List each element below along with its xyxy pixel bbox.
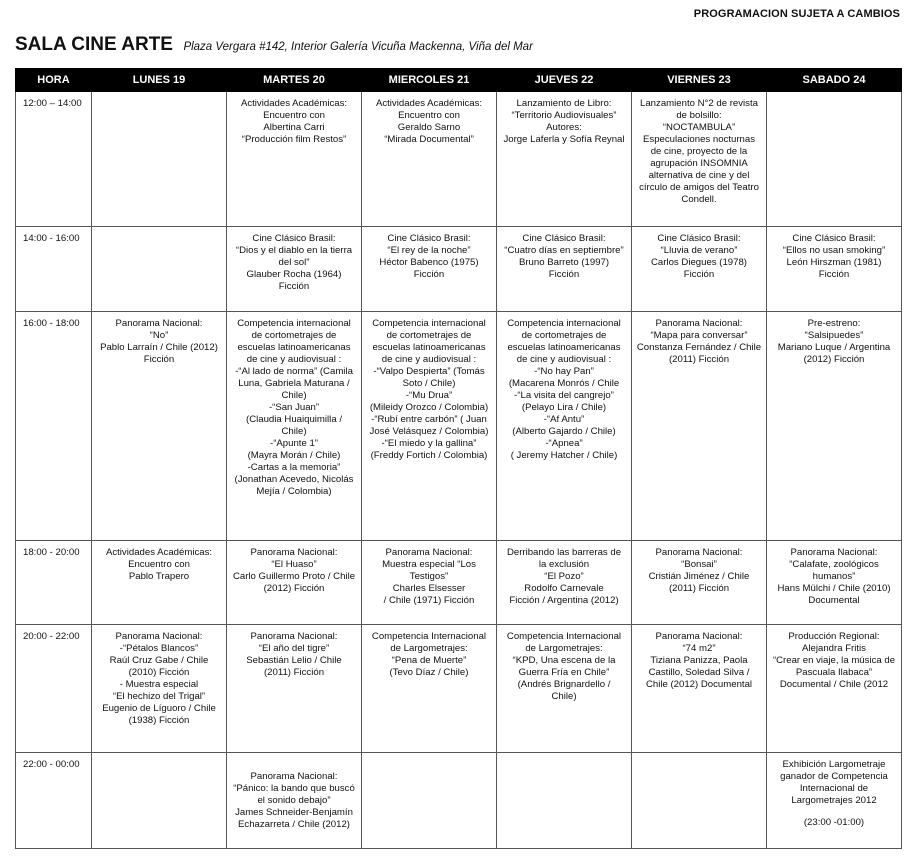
event-line: Cine Clásico Brasil:: [657, 233, 741, 244]
event-line: Panorama Nacional:: [250, 771, 338, 782]
event-line: Panorama Nacional:: [655, 631, 743, 642]
event-cell: [92, 625, 227, 753]
time-slot-row: [16, 92, 902, 227]
event-line: Alejandra Fritis: [802, 643, 866, 654]
event-line: -“Valpo Despierta” (Tomás: [373, 366, 485, 377]
event-line: (2012) Ficción: [263, 583, 325, 594]
event-line: “Lluvia de verano”: [660, 245, 738, 256]
event-line: “Cuatro días en septiembre”: [504, 245, 624, 256]
event-cell: [632, 312, 767, 541]
event-line: de cortometrajes de: [251, 330, 337, 341]
event-line: Ficción: [683, 269, 715, 280]
column-header-day: VIERNES 23: [632, 69, 767, 92]
event-line: -“San Juan”: [268, 402, 320, 413]
event-line: “El Huaso”: [271, 559, 317, 570]
event-line: -“Af Antu”: [543, 414, 585, 425]
event-line: “El Pozo”: [544, 571, 584, 582]
event-line: León Hirszman (1981): [786, 257, 882, 268]
event-line: Panorama Nacional:: [655, 318, 743, 329]
schedule-table: [15, 68, 902, 849]
event-cell: [497, 92, 632, 227]
event-line: -“No hay Pan”: [534, 366, 594, 377]
event-line: Panorama Nacional:: [115, 631, 203, 642]
event-cell: [497, 227, 632, 312]
event-line: Testigos”: [409, 571, 449, 582]
column-header-day: MARTES 20: [227, 69, 362, 92]
event-cell: [362, 312, 497, 541]
header-row: [16, 69, 902, 92]
time-slot-label: 18:00 - 20:00: [16, 541, 92, 625]
time-slot-label: 14:00 - 16:00: [16, 227, 92, 312]
event-line: Ficción: [548, 269, 580, 280]
event-line: Echazarreta / Chile (2012): [238, 819, 350, 830]
event-line: ganador de Competencia: [780, 771, 888, 782]
column-header-day: SABADO 24: [767, 69, 902, 92]
event-cell: [632, 753, 767, 849]
event-line: humanos”: [812, 571, 856, 582]
event-line: “Territorio Audiovisuales”: [511, 110, 617, 121]
event-line: Hans Mülchi / Chile (2010): [777, 583, 891, 594]
event-line: Largometrajes 2012: [791, 795, 877, 806]
event-line: Héctor Babenco (1975): [379, 257, 479, 268]
event-line: (1938) Ficción: [128, 715, 190, 726]
column-header-hour: HORA: [16, 69, 92, 92]
event-line: Guerra Fría en Chile”: [518, 667, 610, 678]
event-line: Panorama Nacional:: [385, 547, 473, 558]
event-line: -“Apnea”: [545, 438, 583, 449]
event-line: -“Rubí entre carbón” ( Juan: [371, 414, 487, 425]
event-line: Muestra especial “Los: [382, 559, 476, 570]
event-line: “74 m2”: [682, 643, 716, 654]
time-slot-row: [16, 753, 902, 849]
event-cell: [362, 541, 497, 625]
event-line: del sol”: [278, 257, 310, 268]
event-line: Panorama Nacional:: [250, 631, 338, 642]
event-line: Encuentro con: [128, 559, 190, 570]
event-line: Bruno Barreto (1997): [518, 257, 610, 268]
event-line: Ficción: [818, 269, 850, 280]
event-line: -“Mu Drua”: [405, 390, 453, 401]
event-line: Rodolfo Carnevale: [524, 583, 604, 594]
venue-address: Plaza Vergara #142, Interior Galería Vicuña Mackenna, Viña del Mar: [183, 41, 533, 53]
event-line: Jorge Laferla y Sofía Reynal: [503, 134, 625, 145]
event-line: Cine Clásico Brasil:: [252, 233, 336, 244]
event-line: - Muestra especial: [119, 679, 199, 690]
event-cell: [632, 541, 767, 625]
event-line: Soto / Chile): [402, 378, 456, 389]
time-slot-label: 22:00 - 00:00: [16, 753, 92, 849]
event-line: Chile): [281, 390, 307, 401]
event-line: “Bonsai”: [681, 559, 717, 570]
event-line: “Producción film Restos”: [241, 134, 347, 145]
event-line: Lanzamiento de Libro:: [516, 98, 612, 109]
event-line: Ficción: [413, 269, 445, 280]
event-line: “Crear en viaje, la música de: [772, 655, 896, 666]
event-line: Mejía / Colombia): [256, 486, 332, 497]
event-line: de Largometrajes:: [525, 643, 603, 654]
event-cell: [92, 92, 227, 227]
event-line: “Calafate, zoológicos: [789, 559, 879, 570]
event-line: Competencia internacional: [507, 318, 621, 329]
event-line: “Salsipuedes”: [804, 330, 864, 341]
event-line: Pre-estreno:: [807, 318, 861, 329]
time-slot-row: [16, 227, 902, 312]
event-cell: [227, 92, 362, 227]
event-line: (Alberto Gajardo / Chile): [512, 426, 616, 437]
event-line: Sebastián Lelio / Chile: [246, 655, 342, 666]
event-line: Cine Clásico Brasil:: [387, 233, 471, 244]
event-line: (Mileidy Orozco / Colombia): [369, 402, 489, 413]
event-line: Chile (2012) Documental: [645, 679, 753, 690]
event-line: (2011) Ficción: [263, 667, 325, 678]
event-line: escuelas latinoamericanas: [372, 342, 486, 353]
event-line: (Macarena Monrós / Chile: [508, 378, 620, 389]
event-line: Glauber Rocha (1964): [246, 269, 342, 280]
event-line: de cine, proyecto de la: [650, 146, 748, 157]
event-cell: [227, 227, 362, 312]
event-line: Charles Elsesser: [392, 583, 466, 594]
event-line: -“Pétalos Blancos”: [119, 643, 199, 654]
event-cell: [92, 541, 227, 625]
event-line: Lanzamiento N°2 de revista: [640, 98, 758, 109]
event-line: escuelas latinoamericanas: [507, 342, 621, 353]
event-line: Cristián Jiménez / Chile: [648, 571, 750, 582]
event-line: (2010) Ficción: [128, 667, 190, 678]
event-line: Luna, Gabriela Maturana /: [238, 378, 350, 389]
event-line: Pascuala Ilabaca”: [795, 667, 873, 678]
venue-name: SALA CINE ARTE: [15, 34, 173, 55]
time-slot-row: [16, 541, 902, 625]
event-line: alternativa de cine y del: [648, 170, 750, 181]
event-line: (Pelayo Lira / Chile): [521, 402, 607, 413]
event-cell: [362, 625, 497, 753]
event-line: agrupación INSOMNIA: [650, 158, 748, 169]
event-cell: [632, 227, 767, 312]
event-line: (Andrés Brignardello /: [517, 679, 611, 690]
event-cell: [632, 625, 767, 753]
event-line: -“Apunte 1”: [270, 438, 318, 449]
event-line: Actividades Académicas:: [375, 98, 483, 109]
event-line: (Claudia Huaiquimilla /: [246, 414, 342, 425]
event-line: Tiziana Panizza, Paola: [650, 655, 748, 666]
event-line: Mariano Luque / Argentina: [777, 342, 891, 353]
event-line: / Chile (1971) Ficción: [383, 595, 475, 606]
event-line: Competencia internacional: [237, 318, 351, 329]
event-line: -“La visita del cangrejo”: [514, 390, 614, 401]
time-slot-label: 12:00 – 14:00: [16, 92, 92, 227]
event-line: (2011) Ficción: [668, 583, 730, 594]
event-line: -“El miedo y la gallina”: [381, 438, 477, 449]
event-cell: [767, 227, 902, 312]
event-line: Cine Clásico Brasil:: [522, 233, 606, 244]
time-slot-row: [16, 625, 902, 753]
event-cell: [497, 753, 632, 849]
schedule-change-notice: PROGRAMACION SUJETA A CAMBIOS: [693, 8, 900, 20]
event-line: de Largometrajes:: [390, 643, 468, 654]
event-line: “Mapa para conversar”: [650, 330, 748, 341]
event-cell: [497, 312, 632, 541]
event-line: Derribando las barreras de: [506, 547, 622, 558]
event-cell: [767, 753, 902, 849]
event-line: de cortometrajes de: [521, 330, 607, 341]
event-cell: [227, 541, 362, 625]
event-line: “KPD, Una escena de la: [512, 655, 616, 666]
event-cell: [767, 92, 902, 227]
event-line: Competencia Internacional: [506, 631, 622, 642]
event-line: -“Al lado de norma” (Camila: [235, 366, 353, 377]
event-cell: [767, 625, 902, 753]
event-line: Actividades Académicas:: [240, 98, 348, 109]
event-cell: [767, 541, 902, 625]
event-line: José Velásquez / Colombia): [369, 426, 489, 437]
event-line: Panorama Nacional:: [250, 547, 338, 558]
event-line: Autores:: [546, 122, 582, 133]
time-slot-row: [16, 312, 902, 541]
event-line: “NOCTAMBULA”: [662, 122, 736, 133]
event-line: de cine y audiovisual :: [516, 354, 612, 365]
event-line: Cine Clásico Brasil:: [792, 233, 876, 244]
event-line: Competencia internacional: [372, 318, 486, 329]
event-line: “El año del tigre”: [258, 643, 330, 654]
event-line: James Schneider-Benjamín: [235, 807, 353, 818]
event-line: círculo de amigos del Teatro: [639, 182, 759, 193]
event-line: Exhibición Largometraje: [782, 759, 886, 770]
event-line: “Mirada Documental”: [384, 134, 474, 145]
event-line: Chile): [551, 691, 577, 702]
event-line: Encuentro con: [263, 110, 325, 121]
column-header-day: MIERCOLES 21: [362, 69, 497, 92]
event-line: Carlo Guillermo Proto / Chile: [232, 571, 356, 582]
event-cell: [362, 92, 497, 227]
event-line: “Pánico: la bando que buscó: [233, 783, 355, 794]
event-line: Panorama Nacional:: [115, 318, 203, 329]
event-line: “El hechizo del Trigal”: [112, 691, 206, 702]
event-line: Eugenio de Líguoro / Chile: [102, 703, 216, 714]
column-header-day: LUNES 19: [92, 69, 227, 92]
event-line: Pablo Trapero: [128, 571, 190, 582]
event-line: Carlos Diegues (1978): [651, 257, 747, 268]
event-line: de cortometrajes de: [386, 330, 472, 341]
event-line: Condell.: [681, 194, 717, 205]
event-line: Documental: [808, 595, 860, 606]
event-cell: [92, 753, 227, 849]
event-line: Albertina Carri: [263, 122, 325, 133]
event-line: -Cartas a la memoria”: [247, 462, 341, 473]
event-cell: [92, 312, 227, 541]
event-line: (Mayra Morán / Chile): [247, 450, 341, 461]
event-cell: [227, 625, 362, 753]
event-line: de bolsillo:: [676, 110, 722, 121]
event-line: Pablo Larraín / Chile (2012): [100, 342, 218, 353]
event-line: ( Jeremy Hatcher / Chile): [510, 450, 618, 461]
event-line: (Jonathan Acevedo, Nicolás: [234, 474, 354, 485]
time-slot-label: 20:00 - 22:00: [16, 625, 92, 753]
event-line: [230, 759, 358, 771]
event-line: (Tevo Díaz / Chile): [389, 667, 469, 678]
event-line: (2012) Ficción: [803, 354, 865, 365]
event-line: Panorama Nacional:: [655, 547, 743, 558]
event-cell: [497, 625, 632, 753]
event-line: Ficción: [278, 281, 310, 292]
event-line: “Dios y el diablo en la tierra: [235, 245, 353, 256]
event-cell: [227, 312, 362, 541]
event-line: Constanza Fernández / Chile: [636, 342, 762, 353]
event-line: escuelas latinoamericanas: [237, 342, 351, 353]
event-line: de cine y audiovisual :: [246, 354, 342, 365]
event-line: Ficción: [143, 354, 175, 365]
event-line: Panorama Nacional:: [790, 547, 878, 558]
event-line: el sonido debajo”: [257, 795, 331, 806]
event-line: Geraldo Sarno: [397, 122, 461, 133]
event-cell: [92, 227, 227, 312]
event-line: “No”: [149, 330, 169, 341]
column-header-day: JUEVES 22: [497, 69, 632, 92]
event-cell: [362, 227, 497, 312]
event-line: Internacional de: [799, 783, 869, 794]
event-line: Chile): [281, 426, 307, 437]
event-line: Producción Regional:: [788, 631, 880, 642]
event-line: “El rey de la noche”: [387, 245, 471, 256]
event-line: Encuentro con: [398, 110, 460, 121]
event-cell: [497, 541, 632, 625]
event-cell: [632, 92, 767, 227]
event-line: Raúl Cruz Gabe / Chile: [109, 655, 209, 666]
event-line: de cine y audiovisual :: [381, 354, 477, 365]
event-line: Documental / Chile (2012: [779, 679, 889, 690]
event-time-note: (23:00 -01:00): [803, 817, 865, 828]
event-line: Actividades Académicas:: [105, 547, 213, 558]
event-line: “Ellos no usan smoking”: [782, 245, 886, 256]
time-slot-label: 16:00 - 18:00: [16, 312, 92, 541]
event-line: (2011) Ficción: [668, 354, 730, 365]
event-line: (Freddy Fortich / Colombia): [370, 450, 488, 461]
event-line: Especulaciones nocturnas: [643, 134, 755, 145]
event-cell: [362, 753, 497, 849]
event-line: la exclusión: [538, 559, 590, 570]
header: [15, 34, 533, 56]
event-line: Competencia Internacional: [371, 631, 487, 642]
event-cell: [227, 753, 362, 849]
event-line: “Pena de Muerte”: [391, 655, 467, 666]
event-line: Castillo, Soledad Silva /: [648, 667, 750, 678]
event-cell: [767, 312, 902, 541]
event-line: Ficción / Argentina (2012): [509, 595, 619, 606]
